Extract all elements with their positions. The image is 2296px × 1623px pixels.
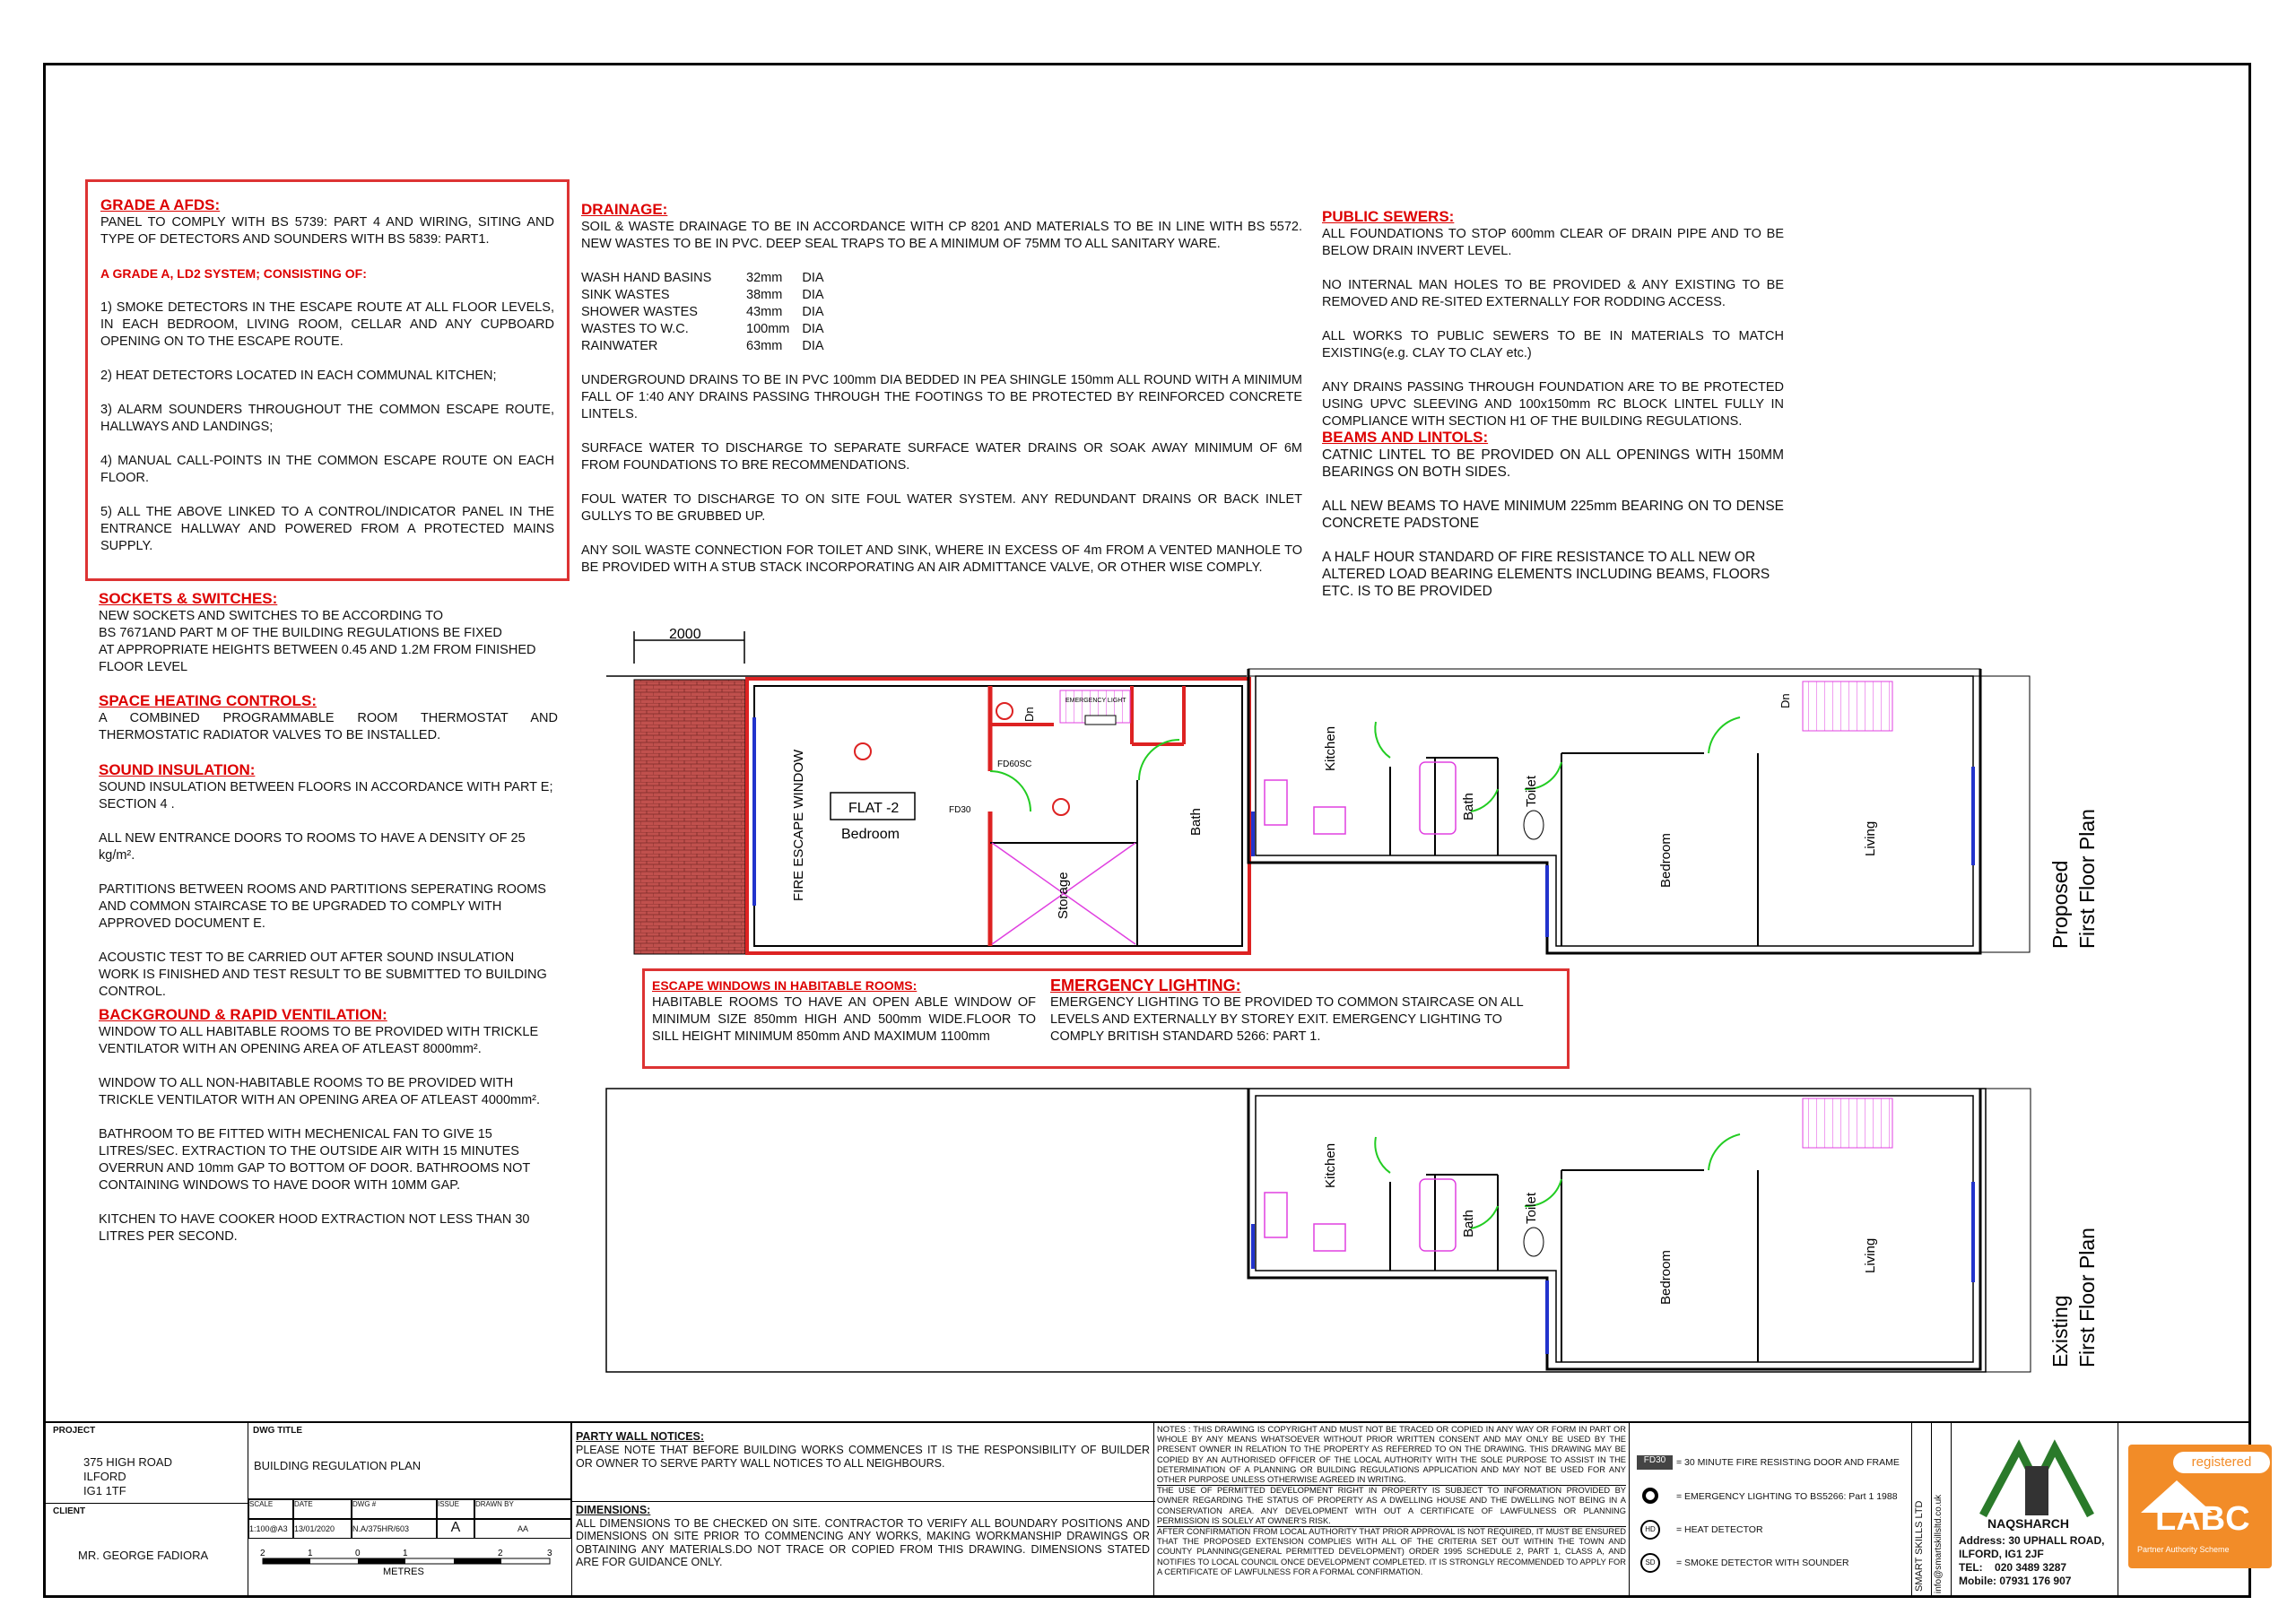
drainage-intro: SOIL & WASTE DRAINAGE TO BE IN ACCORDANCE WITH CP 8201 AND MATERIALS TO BE IN LINE WITH BS 5572. NEW WASTES TO BE IN PVC. DEEP SEAL TRAPS TO BE A MINIMUM OF 75MM TO ALL SANITARY WARE. (581, 220, 1302, 251)
room-label-bedroom: Bedroom (1658, 1250, 1674, 1305)
pipe-name: SHOWER WASTES (581, 305, 698, 319)
drainage-para: SURFACE WATER TO DISCHARGE TO SEPARATE SURFACE WATER DRAINS OR SOAK AWAY MINIMUM OF 6M FROM FOUNDATIONS TO BRE RECOMMENDATIONS. (581, 441, 1302, 473)
dwg-title-label: DWG TITLE (253, 1426, 302, 1436)
grade-a-intro: PANEL TO COMPLY WITH BS 5739: PART 4 AND WIRING, SITING AND TYPE OF DETECTORS AND SOUNDERS WITH BS 5839: PART1. (100, 215, 554, 247)
scale-bar (248, 1539, 571, 1597)
project-label: PROJECT (53, 1426, 96, 1436)
legal-notes-cell (1154, 1423, 1630, 1597)
scale-number: 2 (260, 1549, 265, 1558)
grade-a-item: 4) MANUAL CALL-POINTS IN THE COMMON ESCAPE ROUTE ON EACH FLOOR. (100, 454, 554, 485)
ventilation-para: WINDOW TO ALL NON-HABITABLE ROOMS TO BE PROVIDED WITH TRICKLE VENTILATOR WITH AN OPENING AREA OF ATLEAST 4000mm². (99, 1076, 541, 1107)
sewers-title: PUBLIC SEWERS: (1322, 208, 1455, 225)
stair-dn-label: Dn (1779, 693, 1792, 708)
client-name: MR. GEORGE FADIORA (78, 1549, 209, 1562)
room-label-kitchen: Kitchen (1323, 725, 1338, 771)
heat-detector-icon: HD (1640, 1520, 1660, 1540)
header-cell: DATE (293, 1499, 352, 1519)
pipe-size: 43mm (746, 305, 783, 319)
pipe-name: WASTES TO W.C. (581, 322, 689, 336)
escape-title: ESCAPE WINDOWS IN HABITABLE ROOMS: (652, 978, 918, 993)
header-cell: DWG # (352, 1499, 437, 1519)
sewers-para: NO INTERNAL MAN HOLES TO BE PROVIDED & ANY EXISTING TO BE REMOVED AND RE-SITED EXTERNALLY FOR RODDING ACCESS. (1322, 278, 1784, 309)
pipe-unit: DIA (802, 305, 824, 319)
sockets-line: NEW SOCKETS AND SWITCHES TO BE ACCORDING TO (99, 609, 444, 623)
smoke-detector-icon (855, 743, 871, 759)
sockets-title: SOCKETS & SWITCHES: (99, 590, 278, 607)
door-swing (990, 771, 1031, 812)
company-vertical-cell (1912, 1423, 1932, 1597)
beams-para: A HALF HOUR STANDARD OF FIRE RESISTANCE TO ALL NEW OR ALTERED LOAD BEARING ELEMENTS INCLUDING BEAMS, FLOORS ETC. IS TO BE PROVIDED (1322, 550, 1770, 599)
room-label-storage: Storage (1056, 872, 1071, 919)
sewers-para: ALL WORKS TO PUBLIC SEWERS TO BE IN MATERIALS TO MATCH EXISTING(e.g. CLAY TO CLAY etc.) (1322, 329, 1784, 360)
sound-para: PARTITIONS BETWEEN ROOMS AND PARTITIONS SEPERATING ROOMS AND COMMON STAIRCASE TO BE UPGRADED TO COMPLY WITH APPROVED DOCUMENT E. (99, 882, 546, 931)
labc-registered: registered (2173, 1452, 2270, 1473)
room-label-bedroom: Bedroom (841, 827, 900, 842)
grade-a-item: 1) SMOKE DETECTORS IN THE ESCAPE ROUTE AT ALL FLOOR LEVELS, IN EACH BEDROOM, LIVING ROOM, CELLAR AND ANY CUPBOARD OPENING ON TO THE ESCAPE ROUTE. (100, 300, 554, 349)
pipe-name: WASH HAND BASINS (581, 271, 712, 285)
dimension-label: 2000 (669, 627, 701, 642)
room-label-bath: Bath (1461, 793, 1476, 820)
grade-a-item: 5) ALL THE ABOVE LINKED TO A CONTROL/INDICATOR PANEL IN THE ENTRANCE HALLWAY AND POWERED FROM A PROTECTED MAINS SUPPLY. (100, 505, 554, 553)
escape-text: HABITABLE ROOMS TO HAVE AN OPEN ABLE WINDOW OF MINIMUM SIZE 850mm HIGH AND 500mm WIDE.FLOOR TO SILL HEIGHT MINIMUM 850mm AND MAXIMUM 1100mm (652, 995, 1036, 1044)
drainage-para: FOUL WATER TO DISCHARGE TO ON SITE FOUL WATER SYSTEM. ANY REDUNDANT DRAINS OR BACK INLET GULLYS TO BE GRUBBED UP. (581, 492, 1302, 524)
permitted-notes: THE USE OF PERMITTED DEVELOPMENT RIGHT IN PROPERTY IS SUBJECT TO INFORMATION PROVIDED BY OWNER REGARDING THE STATUS OF PROPERTY AS A DWELLING HOUSE AND THE DWELLING NOT BEING IN A CONSERVATION AREA. ANY DEVELOPMENT WITH OUT A CERTIFICATE OF LAWFULNESS OR PLANNING PERMISSION IS SOLELY AT OWNER'S RISK. (1157, 1486, 1626, 1525)
smoke-detector-icon (1053, 799, 1069, 815)
emergency-lighting-icon (1642, 1488, 1658, 1504)
plan-title-line: First Floor Plan (2075, 809, 2099, 949)
tel-label: TEL: (1959, 1561, 1983, 1574)
grade-a-item: 3) ALARM SOUNDERS THROUGHOUT THE COMMON ESCAPE ROUTE, HALLWAYS AND LANDINGS; (100, 403, 554, 434)
existing-first-floor-plan (606, 1089, 2099, 1372)
legend-cell (1630, 1423, 1912, 1597)
header-cell: ISSUE (437, 1499, 474, 1519)
fire-escape-window-label: FIRE ESCAPE WINDOW (791, 749, 806, 901)
project-cell (46, 1423, 248, 1504)
smoke-detector-icon (996, 703, 1013, 719)
flat-2-plan (747, 679, 1249, 953)
sockets-line: BS 7671AND PART M OF THE BUILDING REGULATIONS BE FIXED (99, 626, 502, 640)
sockets-line: AT APPROPRIATE HEIGHTS BETWEEN 0.45 AND 1.2M FROM FINISHED FLOOR LEVEL (99, 643, 536, 674)
project-line: IG1 1TF (83, 1484, 126, 1497)
brand-name: NAQSHARCH (1987, 1516, 2069, 1531)
value-cell: A (437, 1519, 474, 1539)
ventilation-para: WINDOW TO ALL HABITABLE ROOMS TO BE PROVIDED WITH TRICKLE VENTILATOR WITH AN OPENING AREA OF ATLEAST 8000mm². (99, 1025, 539, 1056)
sound-para: ALL NEW ENTRANCE DOORS TO ROOMS TO HAVE A DENSITY OF 25 kg/m². (99, 831, 526, 863)
mobile-value: 07931 176 907 (1999, 1575, 2072, 1587)
dwg-info-table (248, 1499, 571, 1539)
scale-number: 3 (547, 1549, 552, 1558)
drainage-para: UNDERGROUND DRAINS TO BE IN PVC 100mm DIA BEDDED IN PEA SHINGLE 150mm ALL ROUND WITH A MINIMUM FALL OF 1:40 ANY DRAINS PASSING THROUGH THE FOOTINGS TO BE PROTECTED BY REINFORCED CONCRETE LINTELS. (581, 373, 1302, 421)
dwg-title: BUILDING REGULATION PLAN (254, 1459, 422, 1472)
sewers-para: ANY DRAINS PASSING THROUGH FOUNDATION ARE TO BE PROTECTED USING UPVC SLEEVING AND 100x150mm RC BLOCK LINTEL FULLY IN COMPLIANCE WITH SECTION H1 OF THE BUILDING REGULATIONS. (1322, 380, 1784, 429)
pipe-unit: DIA (802, 322, 824, 336)
pipe-unit: DIA (802, 271, 824, 285)
dimension-2000 (634, 627, 744, 664)
proposed-first-floor-plan (1248, 669, 2099, 953)
client-label: CLIENT (53, 1506, 86, 1516)
plan-title-line: Existing (2048, 1295, 2072, 1367)
copyright-notes: NOTES : THIS DRAWING IS COPYRIGHT AND MUST NOT BE TRACED OR COPIED IN ANY WAY OR FORM IN PART OR WHOLE BY ANY MEANS WHATSOEVER WITHOUT PRIOR WRITTEN CONSENT AND MAY ONLY BE USED BY THE PRESENT OWNER IN RELATION TO THE PROPERTY AS REFERRED TO ON THE DRAWING. THIS DRAWING MAY BE COPIED BY AN AUTHORISED OFFICER OF THE LOCAL AUTHORITY WITH THE SOLE PURPOSE TO ASSIST IN THE DETERMINATION OF A PLANNING OR BUILDING REGULATIONS APPLICATION AND MAY NOT BE USED FOR ANY OTHER PURPOSE UNLESS OTHERWISE AGREED IN WRITING. (1157, 1425, 1626, 1485)
labc-tagline: Partner Authority Scheme (2137, 1545, 2230, 1554)
room-label-living: Living (1863, 820, 1878, 856)
value-cell: AA (474, 1519, 571, 1539)
scale-number: 2 (498, 1549, 503, 1558)
value-cell: N.A/375HR/603 (352, 1519, 437, 1539)
pipe-name: RAINWATER (581, 339, 658, 353)
labc-logo (2128, 1445, 2290, 1579)
mobile-label: Mobile: (1959, 1575, 1996, 1587)
email-vertical-cell (1932, 1423, 1952, 1597)
smoke-detector-icon: SD (1640, 1553, 1660, 1573)
sound-title: SOUND INSULATION: (99, 761, 256, 778)
value-cell: 13/01/2020 (293, 1519, 352, 1539)
pipe-size: 63mm (746, 339, 783, 353)
dimensions-title: DIMENSIONS: (576, 1504, 651, 1516)
party-wall-text: PLEASE NOTE THAT BEFORE BUILDING WORKS COMMENCES IT IS THE RESPONSIBILITY OF BUILDER OR OWNER TO SERVE PARTY WALL NOTICES TO ALL NEIGHBOURS. (576, 1444, 1150, 1470)
value-cell: 1:100@A3 (248, 1519, 293, 1539)
emergency-light-label: EMERGENCY LIGHT (1065, 698, 1126, 704)
sound-para: SOUND INSULATION BETWEEN FLOORS IN ACCORDANCE WITH PART E; SECTION 4 . (99, 780, 553, 812)
party-wall-title: PARTY WALL NOTICES: (576, 1430, 705, 1443)
project-line: 375 HIGH ROAD (83, 1455, 172, 1469)
project-line: ILFORD (83, 1470, 126, 1483)
emergency-title: EMERGENCY LIGHTING: (1050, 976, 1241, 994)
sewers-para: ALL FOUNDATIONS TO STOP 600mm CLEAR OF DRAIN PIPE AND TO BE BELOW DRAIN INVERT LEVEL. (1322, 227, 1784, 258)
fd30-legend-symbol: FD30 (1637, 1455, 1673, 1470)
beams-title: BEAMS AND LINTOLS: (1322, 429, 1489, 446)
beams-para: CATNIC LINTEL TO BE PROVIDED ON ALL OPENINGS WITH 150MM BEARINGS ON BOTH SIDES. (1322, 447, 1784, 480)
heating-text: A COMBINED PROGRAMMABLE ROOM THERMOSTAT AND THERMOSTATIC RADIATOR VALVES TO BE INSTALLED. (99, 711, 558, 742)
labc-name: LABC (2155, 1500, 2250, 1538)
flat-label: FLAT -2 (848, 801, 900, 816)
address-line: ILFORD, IG1 2JF (1959, 1548, 2044, 1560)
fd30-label: FD30 (949, 805, 971, 815)
room-label-bedroom: Bedroom (1658, 833, 1674, 888)
scale-number: 1 (403, 1549, 408, 1558)
ventilation-para: KITCHEN TO HAVE COOKER HOOD EXTRACTION NOT LESS THAN 30 LITRES PER SECOND. (99, 1212, 530, 1244)
legend-text: = EMERGENCY LIGHTING TO BS5266: Part 1 1988 (1676, 1491, 1898, 1502)
ventilation-para: BATHROOM TO BE FITTED WITH MECHENICAL FAN TO GIVE 15 LITRES/SEC. EXTRACTION TO THE OUTSIDE AIR WITH 15 MINUTES OVERRUN AND 10mm GAP TO BOTTOM OF DOOR. BATHROOMS NOT CONTAINING WINDOWS TO HAVE DOOR WITH 10MM GAP. (99, 1127, 530, 1193)
plan-title-line: Proposed (2048, 860, 2072, 949)
client-cell (46, 1504, 248, 1597)
tel-value: 020 3489 3287 (1995, 1561, 2067, 1574)
title-block (46, 1421, 2252, 1597)
scale-unit: METRES (383, 1567, 424, 1577)
legend-text: = 30 MINUTE FIRE RESISTING DOOR AND FRAME (1676, 1457, 1900, 1468)
confirmation-notes: AFTER CONFIRMATION FROM LOCAL AUTHORITY THAT PRIOR APPROVAL IS NOT REQUIRED, IT MUST BE ENSURED THAT THE PROPOSED EXTENSION COMPLIES WITH ALL OF THE CRITERIA SET OUT WITHIN THE TOWN AND COUNTY PLANNING(GENERAL PERMITTED DEVELOPMENT) ORDER 1995 SCHEDULE 2, PART 1, CLASS A, AND NOTIFIES TO LOCAL COUNCIL ONCE DEVELOPMENT COMPLETED. IT IS STRONGLY RECOMMENDED TO APPLY FOR A CERTIFICATE OF LAWFULNESS FOR A FORMAL CONFIRMATION. (1157, 1527, 1626, 1576)
ventilation-title: BACKGROUND & RAPID VENTILATION: (99, 1006, 387, 1023)
room-label-toilet: Toilet (1524, 775, 1539, 807)
heating-title: SPACE HEATING CONTROLS: (99, 692, 317, 709)
pipe-size: 32mm (746, 271, 783, 285)
legend-text: = HEAT DETECTOR (1676, 1524, 1763, 1535)
grade-a-title: GRADE A AFDS: (100, 196, 221, 213)
dwg-title-cell (248, 1423, 571, 1499)
scale-number: 1 (308, 1549, 313, 1558)
header-cell: DRAWN BY (474, 1499, 571, 1519)
pipe-size: 38mm (746, 288, 783, 302)
stair-dn-label: Dn (1022, 707, 1036, 722)
sound-para: ACOUSTIC TEST TO BE CARRIED OUT AFTER SOUND INSULATION WORK IS FINISHED AND TEST RESULT TO BE SUBMITTED TO BUILDING CONTROL. (99, 950, 547, 999)
address-line: Address: 30 UPHALL ROAD, (1959, 1534, 2105, 1547)
scale-number: 0 (355, 1549, 361, 1558)
dimensions-text: ALL DIMENSIONS TO BE CHECKED ON SITE. CONTRACTOR TO VERIFY ALL BOUNDARY POSITIONS AND DIMENSIONS ON SITE PRIOR TO COMMENCING ANY WORKS, MAKING WORKMANSHIP DRAWINGS OR OBTAINING ANY MATERIALS.DO NOT TRACE OR COPIED FROM THIS DRAWING. DIMENSIONS STATED ARE FOR GUIDANCE ONLY. (576, 1516, 1150, 1568)
room-label-toilet: Toilet (1524, 1192, 1539, 1224)
pipe-size: 100mm (746, 322, 790, 336)
room-label-living: Living (1863, 1237, 1878, 1273)
emergency-text: EMERGENCY LIGHTING TO BE PROVIDED TO COMMON STAIRCASE ON ALL LEVELS AND EXTERNALLY BY STOREY EXIT. EMERGENCY LIGHTING TO COMPLY BRITISH STANDARD 5266: PART 1. (1050, 995, 1524, 1044)
flat-outer-wall (747, 679, 1249, 953)
grade-a-subtitle: A GRADE A, LD2 SYSTEM; CONSISTING OF: (100, 266, 367, 281)
drainage-para: ANY SOIL WASTE CONNECTION FOR TOILET AND SINK, WHERE IN EXCESS OF 4m FROM A VENTED MANHOLE TO BE PROVIDED WITH A STUB STACK INCORPORATING AN AIR ADMITTANCE VALVE, OR OTHER WISE COMPLY. (581, 543, 1302, 575)
fd60sc-label: FD60SC (997, 759, 1032, 769)
notices-cell (571, 1423, 1154, 1597)
grade-a-item: 2) HEAT DETECTORS LOCATED IN EACH COMMUNAL KITCHEN; (100, 369, 497, 383)
pipe-unit: DIA (802, 339, 824, 353)
legend-text: = SMOKE DETECTOR WITH SOUNDER (1676, 1558, 1849, 1568)
header-cell: SCALE (248, 1499, 293, 1519)
company-email: info@smartskillsltd.co.uk (1934, 1494, 1944, 1593)
emergency-light-symbol (1085, 716, 1116, 725)
drainage-title: DRAINAGE: (581, 201, 668, 218)
plan-title-line: First Floor Plan (2075, 1228, 2099, 1367)
pipe-unit: DIA (802, 288, 824, 302)
naqsharch-cell (1952, 1423, 2118, 1597)
beams-para: ALL NEW BEAMS TO HAVE MINIMUM 225mm BEARING ON TO DENSE CONCRETE PADSTONE (1322, 499, 1784, 531)
room-label-kitchen: Kitchen (1323, 1142, 1338, 1188)
company-name: SMART SKILLS LTD (1914, 1500, 1925, 1592)
room-label-bath: Bath (1188, 808, 1204, 836)
pipe-name: SINK WASTES (581, 288, 670, 302)
naqsharch-logo (1979, 1430, 2095, 1520)
room-label-bath: Bath (1461, 1210, 1476, 1237)
brick-wall (634, 680, 745, 954)
